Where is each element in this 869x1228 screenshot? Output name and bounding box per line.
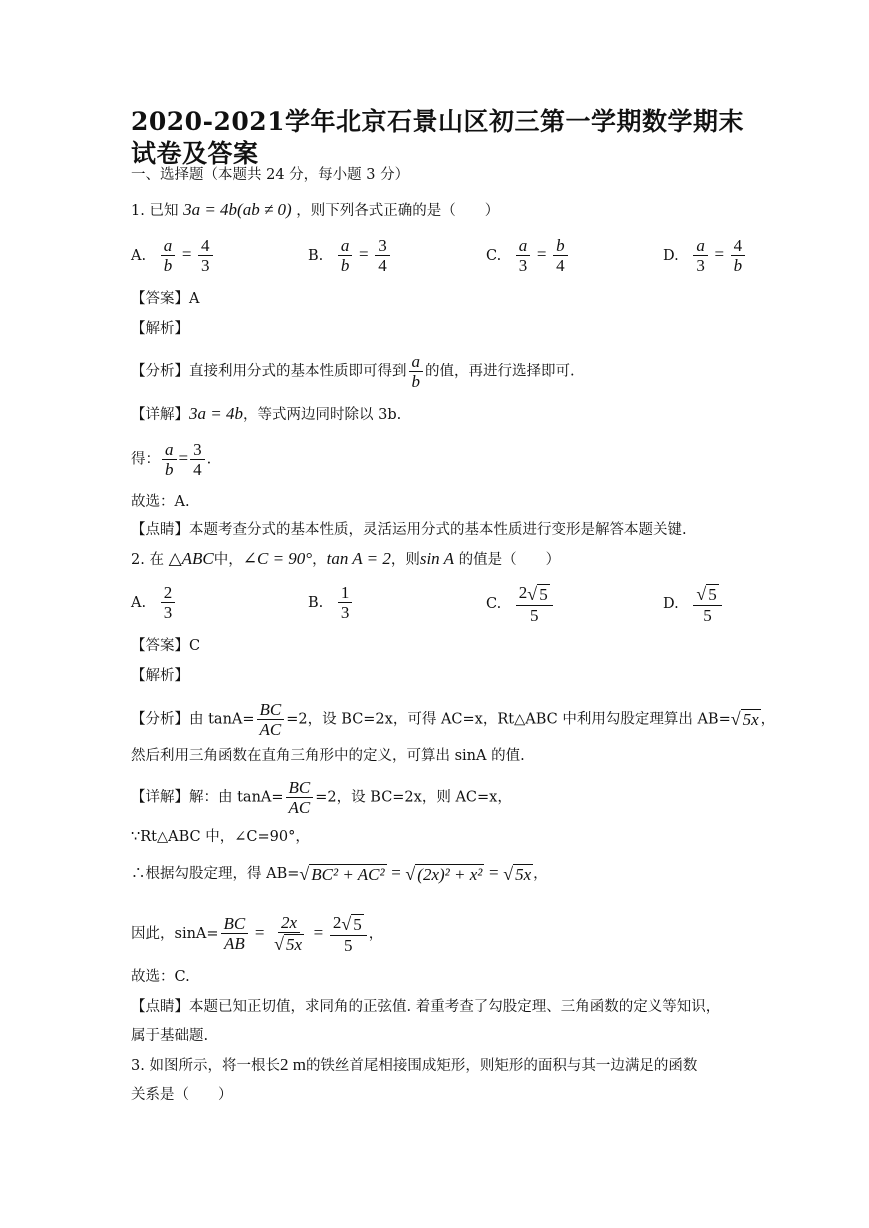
q2-option-d: D. √ 5 5 — [663, 583, 724, 625]
q1-prefix: 1. 已知 — [131, 203, 179, 219]
q2-option-b: B. $\frac{1}{3}$ — [308, 583, 354, 622]
question-2: 2. 在 △ABC中，∠C = 90°，tan A = 2，则sin A 的值是（ ） — [131, 549, 561, 568]
q2-comment-line2: 属于基础题. — [131, 1028, 209, 1044]
section-heading: 一、选择题（本题共 24 分，每小题 3 分） — [131, 167, 410, 183]
q2-option-c: C. 2 √ 5 5 — [486, 583, 555, 625]
q2-detail-line2: ∵Rt△ABC 中，∠C=90°， — [131, 829, 310, 845]
q2-option-a: A. $\frac{2}{3}$ — [131, 583, 177, 622]
q1-condition: 3a = 4b(ab ≠ 0) — [183, 200, 292, 219]
q2-answer: 【答案】C — [131, 638, 201, 654]
q2-detail-line3: ∴根据勾股定理，得 AB= √ BC² + AC² = √ (2x)² + x² = √ 5x ， — [131, 863, 548, 884]
q1-choose: 故选：A. — [131, 494, 190, 510]
q1-answer: 【答案】A — [131, 291, 200, 307]
q2-analysis-head: 【解析】 — [131, 668, 189, 684]
q1-analysis-head: 【解析】 — [131, 321, 189, 337]
q1-suffix: ，则下列各式正确的是（ ） — [296, 203, 500, 219]
q1-option-b: B. $\frac{a}{b}$ = $\frac{3}{4}$ — [308, 236, 392, 275]
document-title: 2020-2021学年北京石景山区初三第一学期数学期末试卷及答案 — [131, 107, 745, 168]
q1-option-c: C. $\frac{a}{3}$ = $\frac{b}{4}$ — [486, 236, 570, 275]
question-3-line2: 关系是（ ） — [131, 1087, 233, 1103]
q1-analysis: 【分析】直接利用分式的基本性质即可得到 $\frac{a}{b}$ 的值，再进行选择即可. — [131, 352, 575, 391]
q2-analysis-line2: 然后利用三角函数在直角三角形中的定义，可算出 sinA 的值. — [131, 748, 525, 764]
q2-detail-line4: 因此，sinA= $\frac{BC}{AB}$ = 2x √ 5x = 2 √ 5 5 ， — [131, 913, 384, 955]
q2-choose: 故选：C. — [131, 969, 190, 985]
question-3-line1: 3. 如图所示，将一根长2 m的铁丝首尾相接围成矩形，则矩形的面积与其一边满足的函数 — [131, 1055, 698, 1074]
q1-option-a: A. $\frac{a}{b}$ = $\frac{4}{3}$ — [131, 236, 215, 275]
q2-comment-line1: 【点睛】本题已知正切值，求同角的正弦值. 着重考查了勾股定理、三角函数的定义等知识， — [131, 999, 721, 1015]
q1-result: 得： $\frac{a}{b}$ = $\frac{3}{4}$ . — [131, 440, 212, 479]
q1-comment: 【点睛】本题考查分式的基本性质，灵活运用分式的基本性质进行变形是解答本题关键. — [131, 522, 687, 538]
q2-detail-line1: 【详解】解：由 tanA= $\frac{BC}{AC}$ =2，设 BC=2x，则 AC=x， — [131, 778, 512, 817]
q2-analysis-line1: 【分析】由 tanA= $\frac{BC}{AC}$ =2，设 BC=2x，可得 AC=x，Rt△ABC 中利用勾股定理算出 AB= √ 5x ， — [131, 700, 776, 739]
q1-detail: 【详解】3a = 4b，等式两边同时除以 3b. — [131, 404, 402, 423]
q1-option-d: D. $\frac{a}{3}$ = $\frac{4}{b}$ — [663, 236, 747, 275]
question-1 — [131, 200, 499, 221]
